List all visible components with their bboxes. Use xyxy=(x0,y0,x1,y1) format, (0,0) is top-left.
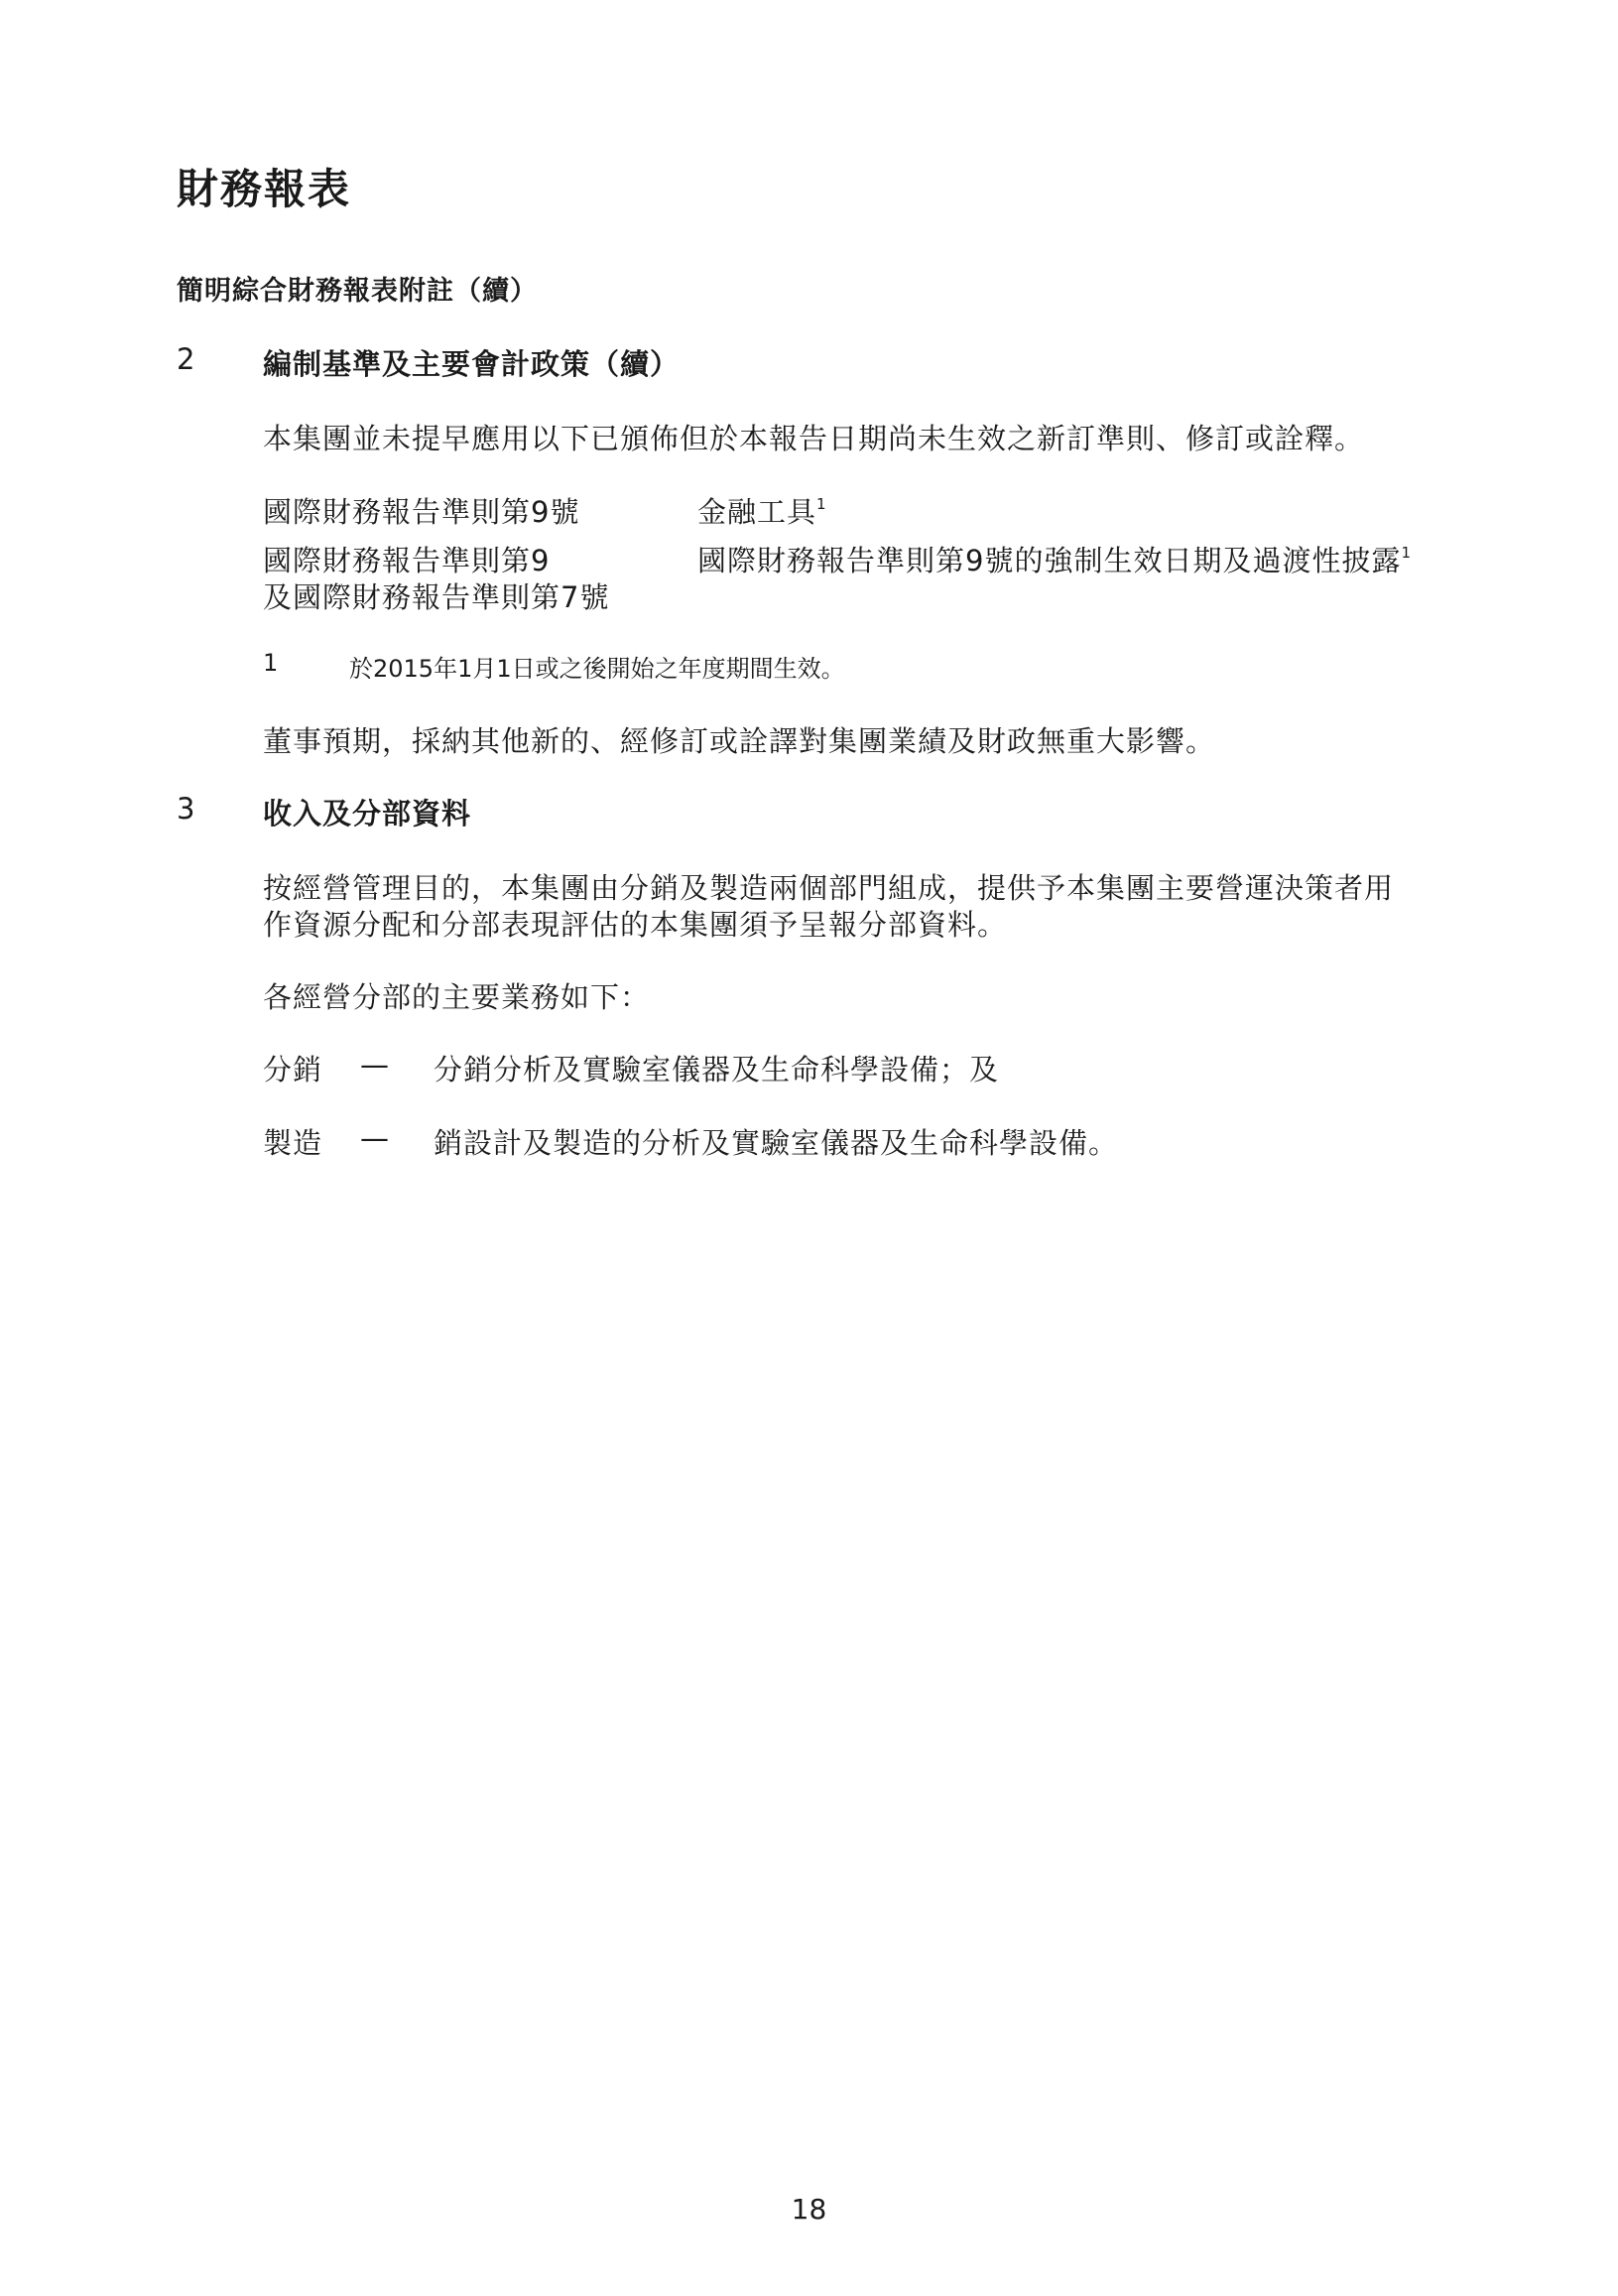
note-3-title: 收入及分部資料 xyxy=(263,797,472,830)
segment-dash: — xyxy=(360,1048,390,1082)
footnote-ref: 1 xyxy=(1401,544,1412,562)
activities-intro: 各經營分部的主要業務如下： xyxy=(263,980,651,1014)
note-2-number: 2 xyxy=(177,342,195,376)
note-2-conclusion: 董事預期，採納其他新的、經修訂或詮譯對集團業績及財政無重大影響。 xyxy=(263,724,1216,758)
segment-name: 分銷 xyxy=(263,1053,323,1086)
standard-description xyxy=(697,539,1412,579)
standard-description-text: 國際財務報告準則第9號的強制生效日期及過渡性披露 xyxy=(697,544,1402,577)
standard-description xyxy=(697,490,827,531)
section-header: 簡明綜合財務報表附註（續） xyxy=(177,276,538,307)
footnote-text: 於2015年1月1日或之後開始之年度期間生效。 xyxy=(349,655,845,683)
note-3-number: 3 xyxy=(177,792,195,826)
standard-name-line1: 國際財務報告準則第9 xyxy=(263,544,551,577)
standard-name: 國際財務報告準則第9號 xyxy=(263,495,580,529)
note-3-paragraph-line1: 按經營管理目的，本集團由分銷及製造兩個部門組成，提供予本集團主要營運決策者用 xyxy=(263,871,1395,905)
page-number: 18 xyxy=(791,2193,827,2226)
note-2-title: 編制基準及主要會計政策（續） xyxy=(263,347,681,381)
page-title: 財務報表 xyxy=(177,165,352,213)
segment-name: 製造 xyxy=(263,1126,323,1160)
segment-description: 銷設計及製造的分析及實驗室儀器及生命科學設備。 xyxy=(434,1126,1119,1160)
note-2-intro: 本集團並未提早應用以下已頒佈但於本報告日期尚未生效之新訂準則、修訂或詮釋。 xyxy=(263,422,1365,455)
footnote-ref: 1 xyxy=(816,495,827,513)
standard-name-line2: 及國際財務報告準則第7號 xyxy=(263,580,610,614)
note-3-paragraph-line2: 作資源分配和分部表現評估的本集團須予呈報分部資料。 xyxy=(263,908,1008,942)
segment-dash: — xyxy=(360,1121,390,1155)
standard-description-text: 金融工具 xyxy=(697,495,817,529)
segment-description: 分銷分析及實驗室儀器及生命科學設備；及 xyxy=(434,1053,1000,1086)
footnote-number: 1 xyxy=(263,649,279,677)
